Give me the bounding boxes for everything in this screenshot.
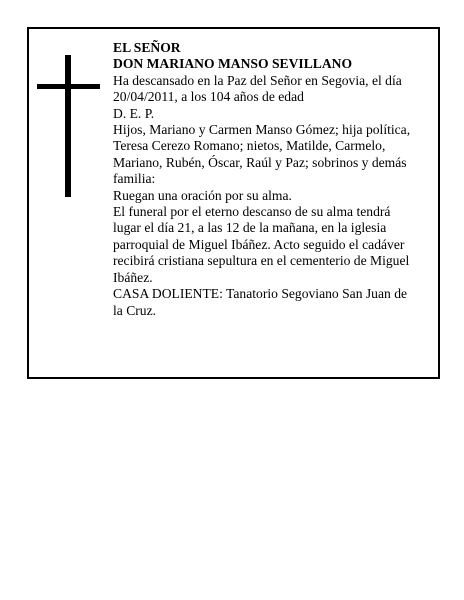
cross-icon (37, 55, 100, 197)
funeral-details: El funeral por el eterno descanso de su alma tendrá lugar el día 21, a las 12 de la mañana, en la iglesia parroquial de Miguel Ibáñez. Acto seguido el cadáver recibirá cristiana sepultura en el cementerio de Miguel Ibáñez. (113, 204, 410, 285)
funeral-home: CASA DOLIENTE: Tanatorio Segoviano San Juan de la Cruz. (113, 286, 408, 318)
cross-horizontal-bar (37, 84, 100, 89)
death-statement: Ha descansado en la Paz del Señor en Segovia, el día 20/04/2011, a los 104 años de edad (113, 72, 402, 105)
cross-vertical-bar (65, 55, 71, 197)
prayer-request: Ruegan una oración por su alma. (113, 187, 292, 203)
family-members: Hijos, Mariano y Carmen Manso Gómez; hija política, Teresa Cerezo Romano; nietos, Matilde, Carmelo, Mariano, Rubén, Óscar, Raúl y Paz; sobrinos y demás familia: (113, 122, 411, 187)
rest-in-peace: D. E. P. (113, 105, 155, 121)
obituary-text (113, 40, 418, 319)
deceased-name: DON MARIANO MANSO SEVILLANO (113, 56, 353, 72)
notice-title: EL SEÑOR (113, 40, 181, 55)
